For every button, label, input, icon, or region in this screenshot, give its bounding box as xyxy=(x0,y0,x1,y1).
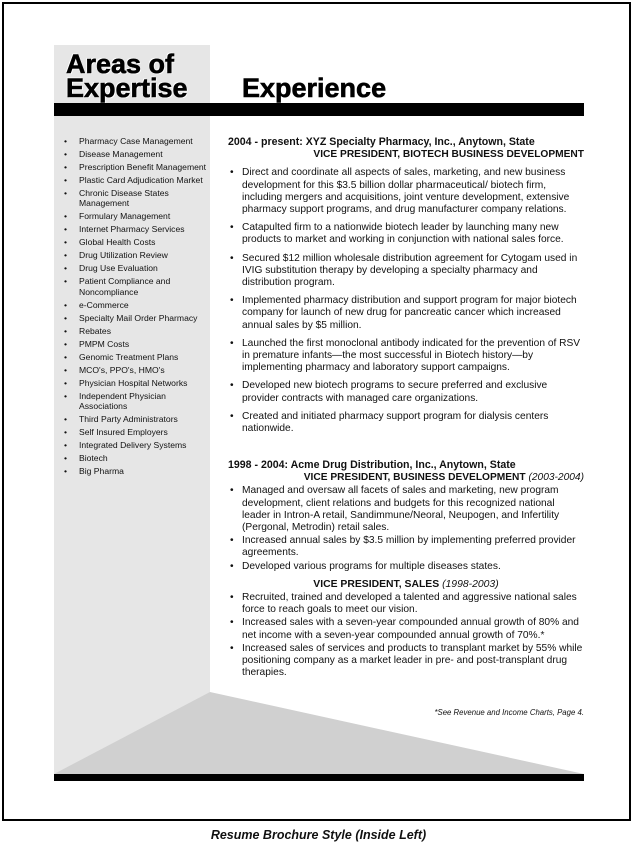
list-item: • Formulary Management xyxy=(60,211,210,221)
areas-of-expertise-heading xyxy=(66,49,188,103)
heading-line-2: Expertise xyxy=(66,73,188,103)
list-item: • Internet Pharmacy Services xyxy=(60,224,210,234)
bullet-item: • Direct and coordinate all aspects of sales, marketing, and new business development for this $3.5 billion dollar pharmaceutical/ biotech firm, including mergers and acquisitions, joint venture development, extensive pharmacy support programs, and drug manufacturer company relations. xyxy=(228,167,584,216)
bullet-item: • Developed new biotech programs to secure preferred and exclusive provider contracts with managed care organizations. xyxy=(228,380,584,404)
job-title xyxy=(228,472,584,484)
list-item: • Prescription Benefit Management xyxy=(60,162,210,172)
heading-line-1: Areas of xyxy=(66,49,175,79)
list-item: • Drug Utilization Review xyxy=(60,250,210,260)
list-item: • Third Party Administrators xyxy=(60,414,210,424)
list-item: • Physician Hospital Networks xyxy=(60,378,210,388)
header-divider xyxy=(54,103,584,116)
list-item: • Patient Compliance and Noncompliance xyxy=(60,276,210,297)
list-item: • Global Health Costs xyxy=(60,237,210,247)
job-acme-drug-distribution xyxy=(228,459,584,679)
list-item: • Rebates xyxy=(60,326,210,336)
bullet-item: • Increased sales with a seven-year compounded annual growth of 80% and net income with a seven-year compounded annual growth of 70%.* xyxy=(228,617,584,641)
footnote: *See Revenue and Income Charts, Page 4. xyxy=(434,708,584,717)
list-item: • Plastic Card Adjudication Market xyxy=(60,175,210,185)
bullet-item: • Recruited, trained and developed a talented and aggressive national sales force to reach goals to meet our vision. xyxy=(228,592,584,616)
job-title-dates: (2003-2004) xyxy=(528,472,584,484)
list-item: • Self Insured Employers xyxy=(60,427,210,437)
sub-role-bullets xyxy=(228,592,584,679)
job-title-text: VICE PRESIDENT, BUSINESS DEVELOPMENT xyxy=(303,472,526,484)
list-item: • Pharmacy Case Management xyxy=(60,136,210,146)
list-item: • Disease Management xyxy=(60,149,210,159)
page-caption: Resume Brochure Style (Inside Left) xyxy=(210,828,427,842)
sub-role-title xyxy=(228,579,584,591)
list-item: • MCO's, PPO's, HMO's xyxy=(60,365,210,375)
bullet-item: • Increased sales of services and products to transplant market by 55% while positioning company as a market leader in pre- and post-transplant drug therapies. xyxy=(228,643,584,680)
list-item: • Independent Physician Associations xyxy=(60,391,210,412)
list-item: • Specialty Mail Order Pharmacy xyxy=(60,313,210,323)
decorative-triangle xyxy=(54,692,584,774)
job-bullets xyxy=(228,167,584,435)
bullet-item: • Catapulted firm to a nationwide biotech leader by launching many new products to market and working in conjunction with national sales force. xyxy=(228,222,584,246)
footer-divider xyxy=(54,774,584,781)
bullet-item: • Implemented pharmacy distribution and support program for major biotech company for launch of new drug for pancreatic cancer which increased annual sales by $5 million. xyxy=(228,295,584,332)
sub-role-title-text: VICE PRESIDENT, SALES xyxy=(313,578,440,590)
list-item: • Drug Use Evaluation xyxy=(60,263,210,273)
bullet-item: • Launched the first monoclonal antibody indicated for the prevention of RSV in premature infants—the most successful in Biotech history—by implementing pharmacy and laboratory support campaigns. xyxy=(228,338,584,375)
expertise-list xyxy=(60,136,210,479)
list-item: • Chronic Disease States Management xyxy=(60,188,210,209)
list-item: • PMPM Costs xyxy=(60,339,210,349)
list-item: • Biotech xyxy=(60,453,210,463)
job-title: VICE PRESIDENT, BIOTECH BUSINESS DEVELOPMENT xyxy=(313,149,584,161)
job-bullets xyxy=(228,485,584,572)
job-xyz-specialty-pharmacy xyxy=(228,136,584,435)
bullet-item: • Created and initiated pharmacy support program for dialysis centers nationwide. xyxy=(228,411,584,435)
job-header: 2004 - present: XYZ Specialty Pharmacy, Inc., Anytown, State xyxy=(228,136,535,148)
bullet-item: • Developed various programs for multiple diseases states. xyxy=(228,561,584,573)
bullet-item: • Secured $12 million wholesale distribution agreement for Cytogam used in IVIG substitution therapy by developing a specialty pharmacy and distribution program. xyxy=(228,253,584,290)
list-item: • e-Commerce xyxy=(60,300,210,310)
experience-heading: Experience xyxy=(242,73,387,103)
list-item: • Integrated Delivery Systems xyxy=(60,440,210,450)
sub-role-dates: (1998-2003) xyxy=(442,578,499,590)
job-header: 1998 - 2004: Acme Drug Distribution, Inc., Anytown, State xyxy=(228,459,516,471)
list-item: • Genomic Treatment Plans xyxy=(60,352,210,362)
bullet-item: • Increased annual sales by $3.5 million by implementing preferred provider agreements. xyxy=(228,535,584,559)
bullet-item: • Managed and oversaw all facets of sales and marketing, new program development, client relations and budgets for this recognized national leader in Intron-A retail, Sandimmune/Neoral, Neupogen, and Infertility (Pergonal, Metrodin) retail sales. xyxy=(228,485,584,534)
list-item: • Big Pharma xyxy=(60,466,210,476)
